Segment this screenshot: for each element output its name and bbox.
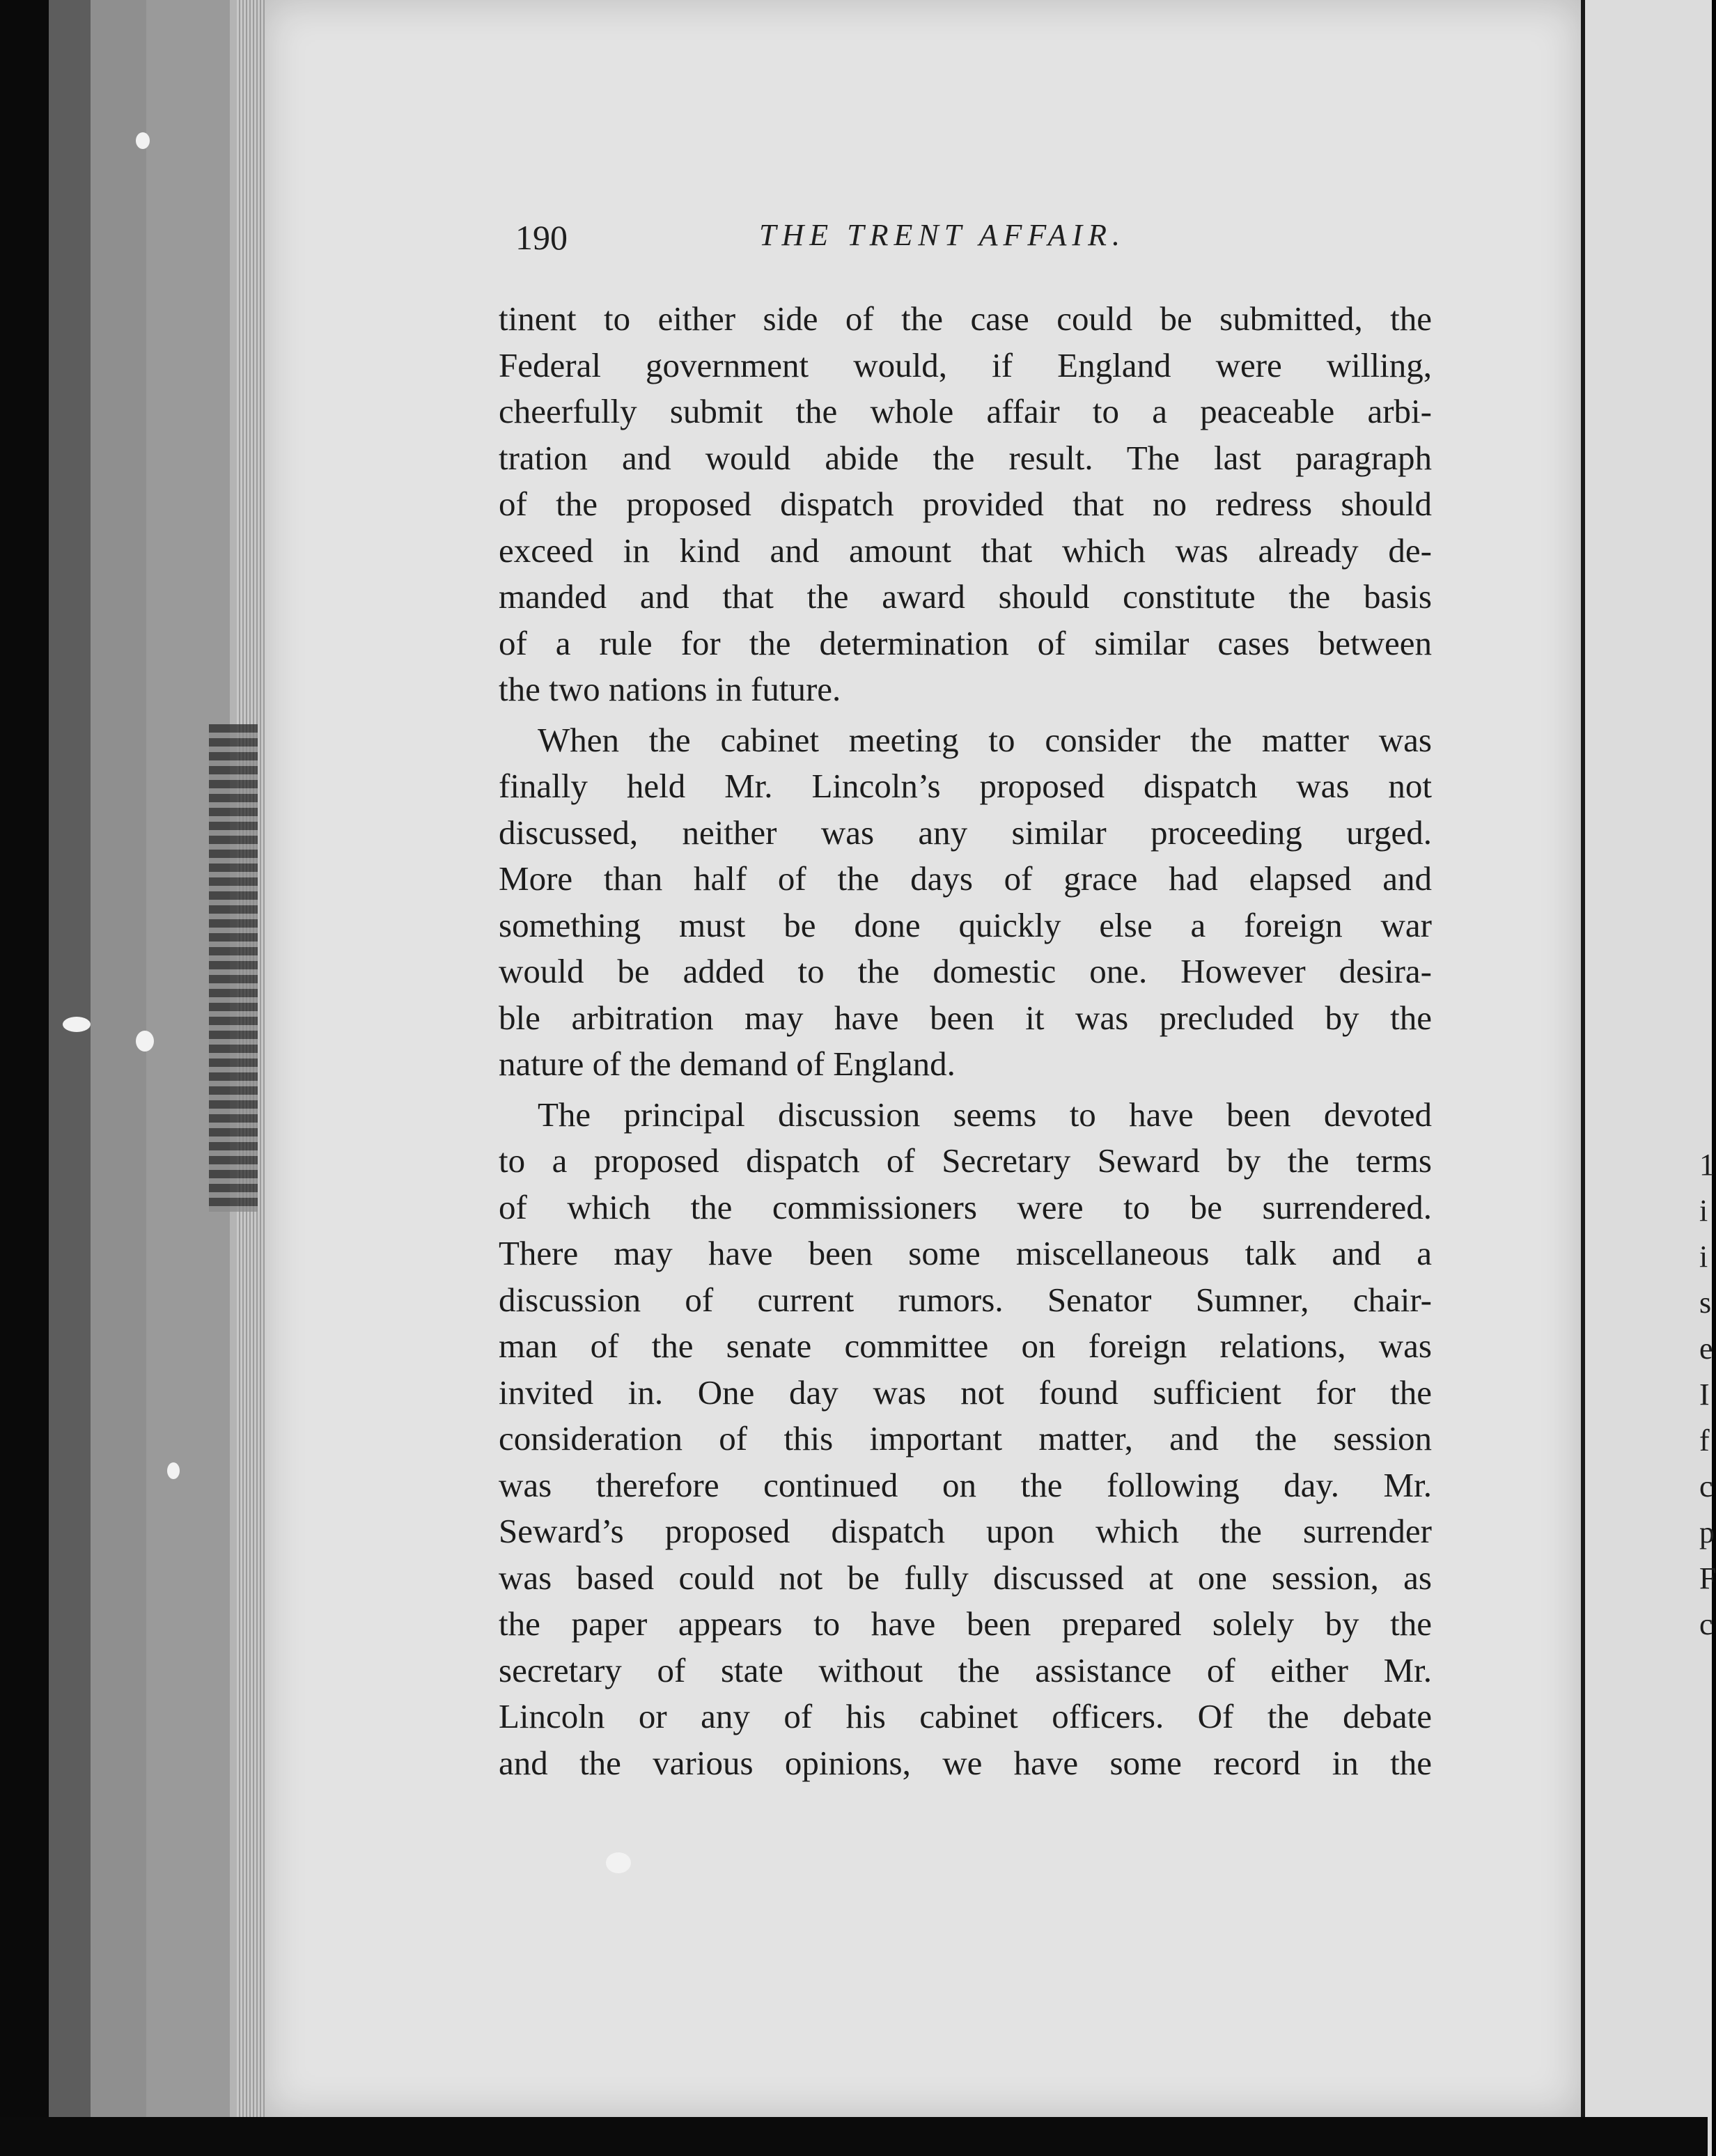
text-line: finally held Mr. Lincoln’s proposed dispatch was not: [499, 767, 1432, 805]
adjacent-page-letter: i: [1699, 1194, 1708, 1228]
text-line: the two nations in future.: [499, 670, 841, 708]
text-line: was therefore continued on the following day. Mr.: [499, 1465, 1432, 1504]
adjacent-page-letter: c: [1699, 1469, 1713, 1503]
adjacent-page-letter: F: [1699, 1561, 1716, 1595]
library-stamp-mark: [209, 724, 258, 1212]
adjacent-page-letter: s: [1699, 1286, 1712, 1320]
text-line: something must be done quickly else a foreign war: [499, 905, 1432, 944]
text-line: tration and would abide the result. The last paragraph: [499, 438, 1432, 477]
text-line: More than half of the days of grace had elapsed and: [499, 859, 1432, 898]
text-line: The principal discussion seems to have been devoted: [538, 1095, 1432, 1134]
adjacent-page-letter: 1: [1699, 1148, 1715, 1182]
text-line: nature of the demand of England.: [499, 1045, 956, 1083]
text-line: manded and that the award should constitute the basis: [499, 577, 1432, 616]
text-line: invited in. One day was not found sufficient for the: [499, 1373, 1432, 1412]
text-line: cheerfully submit the whole affair to a peaceable arbi-: [499, 392, 1432, 430]
text-line: When the cabinet meeting to consider the matter was: [538, 720, 1432, 759]
running-title: THE TRENT AFFAIR.: [759, 218, 1125, 252]
adjacent-page-letter: c: [1699, 1607, 1713, 1641]
adjacent-page-edge: [1581, 0, 1712, 2156]
text-line: There may have been some miscellaneous talk and a: [499, 1234, 1432, 1272]
text-line: discussion of current rumors. Senator Sumner, chair-: [499, 1280, 1432, 1319]
adjacent-page-letter: i: [1699, 1240, 1708, 1274]
adjacent-page-letter: f: [1699, 1423, 1710, 1458]
text-line: of a rule for the determination of similar cases between: [499, 623, 1432, 662]
text-line: secretary of state without the assistance of either Mr.: [499, 1650, 1432, 1689]
text-line: consideration of this important matter, and the session: [499, 1419, 1432, 1458]
text-line: Seward’s proposed dispatch upon which the surrender: [499, 1512, 1432, 1550]
text-line: man of the senate committee on foreign relations, was: [499, 1327, 1432, 1365]
text-line: was based could not be fully discussed at one session, as: [499, 1558, 1432, 1597]
running-head: [515, 217, 1212, 266]
text-line: exceed in kind and amount that which was already de-: [499, 531, 1432, 570]
page-number: 190: [515, 218, 568, 257]
text-line: ble arbitration may have been it was precluded by the: [499, 998, 1432, 1037]
text-line: discussed, neither was any similar proceeding urged.: [499, 813, 1432, 852]
text-line: Federal government would, if England were willing,: [499, 345, 1432, 384]
adjacent-page-fragments: [1699, 1142, 1716, 1648]
adjacent-page-letter: p: [1699, 1515, 1715, 1549]
book-edge-dark: [49, 0, 91, 2117]
scan-bottom-border: [0, 2117, 1708, 2156]
text-line: would be added to the domestic one. However desira-: [499, 952, 1432, 990]
text-line: and the various opinions, we have some record in the: [499, 1743, 1432, 1782]
text-line: of which the commissioners were to be surrendered.: [499, 1187, 1432, 1226]
text-line: tinent to either side of the case could be submitted, the: [499, 299, 1432, 338]
text-line: of the proposed dispatch provided that no redress should: [499, 485, 1432, 523]
adjacent-page-letter: I: [1699, 1377, 1710, 1412]
body-text: [499, 296, 1432, 1786]
text-line: Lincoln or any of his cabinet officers. Of the debate: [499, 1697, 1432, 1735]
book-edge-mid: [91, 0, 146, 2117]
text-line: to a proposed dispatch of Secretary Seward by the terms: [499, 1141, 1432, 1180]
text-line: the paper appears to have been prepared solely by the: [499, 1604, 1432, 1643]
adjacent-page-letter: e: [1699, 1331, 1713, 1366]
